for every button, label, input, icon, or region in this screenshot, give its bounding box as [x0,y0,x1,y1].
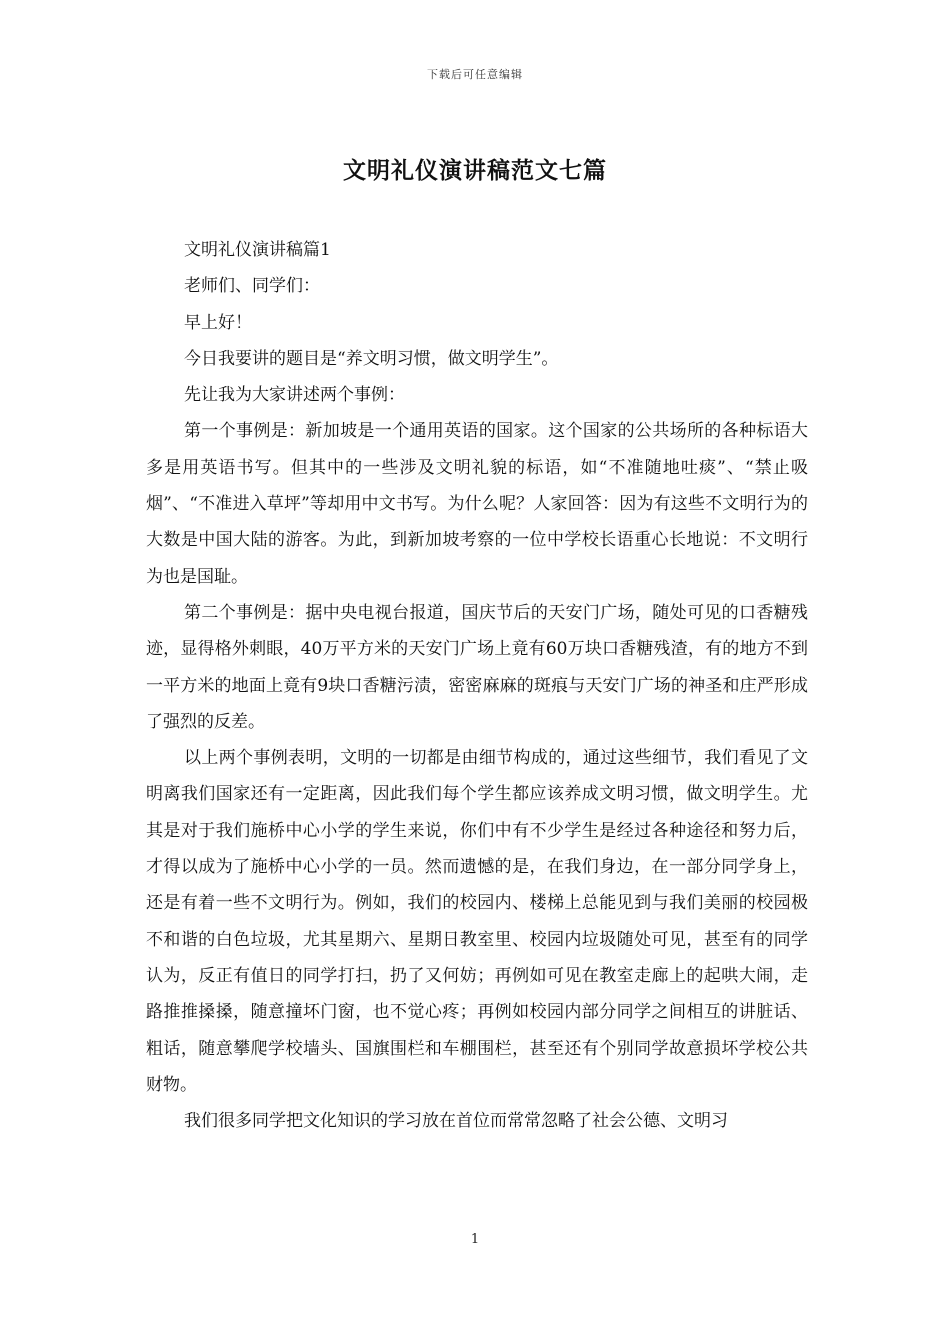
greeting: 早上好！ [184,312,252,333]
speech-heading: 文明礼仪演讲稿篇1 [184,240,331,260]
example-one-paragraph: 第一个事例是：新加坡是一个通用英语的国家。这个国家的公共场所的各种标语大多是用英语书写。但其中的一些涉及文明礼貌的标语，如“不准随地吐痰”、“禁止吸烟”、“不准进入草坪”等却用中文书写。为什么呢？人家回答：因为有这些不文明行为的大数是中国大陆的游客。为此，到新加坡考察的一位中学校长语重心长地说：不文明行为也是国耻。 [146,421,808,587]
document-title: 文明礼仪演讲稿范文七篇 [343,157,607,184]
page-number: 1 [470,1232,480,1247]
example-two-paragraph: 第二个事例是：据中央电视台报道，国庆节后的天安门广场，随处可见的口香糖残迹，显得格外刺眼，40万平方米的天安门广场上竟有60万块口香糖残渣，有的地方不到一平方米的地面上竟有9块口香糖污渍，密密麻麻的斑痕与天安门广场的神圣和庄严形成了强烈的反差。 [146,602,808,732]
salutation: 老师们、同学们： [184,276,320,297]
closing-paragraph: 我们很多同学把文化知识的学习放在首位而常常忽略了社会公德、文明习 [184,1111,728,1132]
intro-paragraph: 先让我为大家讲述两个事例： [184,385,405,406]
header-note: 下载后可任意编辑 [427,68,523,81]
analysis-paragraph: 以上两个事例表明，文明的一切都是由细节构成的，通过这些细节，我们看见了文明离我们国家还有一定距离，因此我们每个学生都应该养成文明习惯，做文明学生。尤其是对于我们施桥中心小学的学生来说，你们中有不少学生是经过各种途径和努力后，才得以成为了施桥中心小学的一员。然而遗憾的是，在我们身边，在一部分同学身上，还是有着一些不文明行为。例如，我们的校园内、楼梯上总能见到与我们美丽的校园极不和谐的白色垃圾，尤其星期六、星期日教室里、校园内垃圾随处可见，甚至有的同学认为，反正有值日的同学打扫，扔了又何妨；再例如可见在教室走廊上的起哄大闹，走路推推搡搡，随意撞坏门窗，也不觉心疼；再例如校园内部分同学之间相互的讲脏话、粗话，随意攀爬学校墙头、国旗围栏和车棚围栏，甚至还有个别同学故意损坏学校公共财物。 [146,748,808,1095]
topic-paragraph: 今日我要讲的题目是“养文明习惯，做文明学生”。 [184,348,559,369]
document-body [146,232,808,1139]
